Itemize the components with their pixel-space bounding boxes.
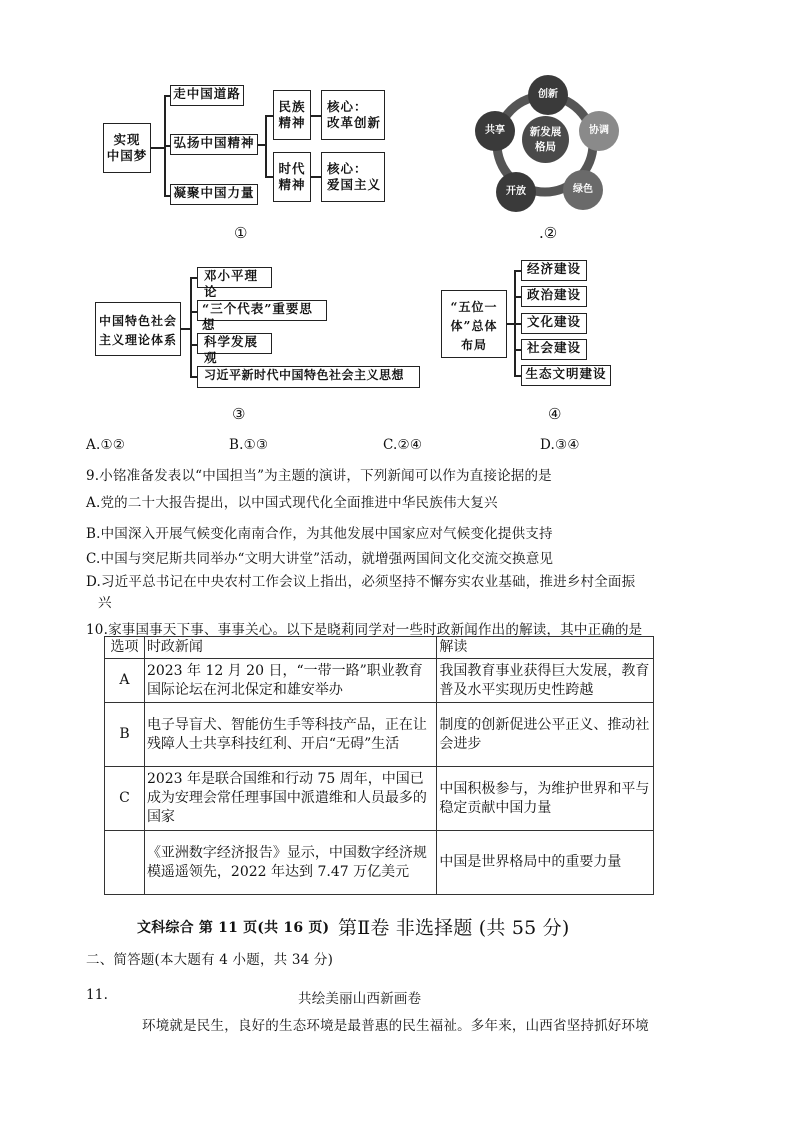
section-2-subtitle: 二、简答题(本大题有 4 小题，共 34 分) [86,952,334,968]
fig4-root: “五位一 体”总体 布局 [441,290,507,358]
q9-option-c[interactable]: C.中国与突尼斯共同举办“文明大讲堂”活动，就增强两国间文化交流交换意见 [86,551,554,567]
q8-option-d[interactable]: D.③④ [540,437,580,453]
fig3-item: “三个代表”重要思想 [197,300,327,321]
q9-option-d-cont: 兴 [98,595,112,611]
news-cell: 2023 年 12 月 20 日，“一带一路”职业教育国际论坛在河北保定和雄安举办 [144,659,436,703]
q11-title: 共绘美丽山西新画卷 [298,991,422,1007]
fig1-branch: 凝聚中国力量 [170,184,258,205]
table-row[interactable] [105,703,654,767]
option-cell[interactable]: C [105,767,145,831]
table-header-row [105,637,654,659]
option-cell[interactable]: A [105,659,145,703]
fig3-root: 中国特色社会 主义理论体系 [95,302,181,356]
table-header-cell: 选项 [105,637,145,659]
reading-cell: 中国是世界格局中的重要力量 [437,831,654,895]
fig4-item: 社会建设 [521,339,587,360]
option-cell[interactable]: B [105,703,145,767]
table-row[interactable] [105,831,654,895]
fig2-node: 共享 [475,111,515,151]
fig2-node: 绿色 [563,170,603,210]
fig2-label: .② [539,224,558,242]
fig1-spirit: 时代 精神 [273,152,311,202]
fig4-item: 政治建设 [521,286,587,307]
q8-option-c[interactable]: C.②④ [383,437,423,453]
fig4-item: 经济建设 [521,260,587,281]
fig1-core: 核心： 改革创新 [321,90,385,140]
q10-stem: 10.家事国事天下事、事事关心。以下是晓莉同学对一些时政新闻作出的解读，其中正确的是 [86,622,643,638]
fig1-branch: 走中国道路 [170,85,244,106]
reading-cell: 制度的创新促进公平正义、推动社会进步 [437,703,654,767]
q9-option-b[interactable]: B.中国深入开展气候变化南南合作，为其他发展中国家应对气候变化提供支持 [86,526,553,542]
news-cell: 2023 年是联合国维和行动 75 周年，中国已成为安理会常任理事国中派遣维和人员最多的国家 [144,767,436,831]
news-cell: 《亚洲数字经济报告》显示，中国数字经济规模遥遥领先，2022 年达到 7.47 万亿美元 [144,831,436,895]
fig3-item: 习近平新时代中国特色社会主义思想 [197,366,420,388]
fig1-branch: 弘扬中国精神 [170,134,258,155]
q9-stem: 9.小铭准备发表以“中国担当”为主题的演讲，下列新闻可以作为直接论据的是 [86,468,552,484]
table-header-cell: 解读 [437,637,654,659]
fig3-item: 科学发展观 [197,333,272,354]
section-2-title: 第Ⅱ卷 非选择题 (共 55 分) [338,917,570,939]
fig1-label: ① [234,224,248,242]
news-cell: 电子导盲犬、智能仿生手等科技产品，正在让残障人士共享科技红利、开启“无碍”生活 [144,703,436,767]
fig2-center: 新发展 格局 [522,116,569,163]
fig2-node: 开放 [496,172,536,212]
q8-option-b[interactable]: B.①③ [229,437,269,453]
fig2-node: 创新 [528,75,568,115]
q8-option-a[interactable]: A.①② [86,437,126,453]
q9-option-d[interactable]: D.习近平总书记在中央农村工作会议上指出，必须坚持不懈夯实农业基础，推进乡村全面振 [86,574,636,590]
fig4-item: 文化建设 [521,313,587,334]
fig1-spirit: 民族 精神 [273,90,311,140]
reading-cell: 中国积极参与，为维护世界和平与稳定贡献中国力量 [437,767,654,831]
fig3-item: 邓小平理论 [197,267,272,288]
q11-number: 11. [86,987,109,1003]
table-row[interactable] [105,767,654,831]
reading-cell: 我国教育事业获得巨大发展，教育普及水平实现历史性跨越 [437,659,654,703]
table-header-cell: 时政新闻 [144,637,436,659]
fig3-label: ③ [232,405,246,423]
q11-text: 环境就是民生，良好的生态环境是最普惠的民生福祉。多年来，山西省坚持抓好环境 [142,1018,649,1034]
page-footer: 文科综合 第 11 页(共 16 页) [137,920,330,936]
table-row[interactable] [105,659,654,703]
q9-option-a[interactable]: A.党的二十大报告提出，以中国式现代化全面推进中华民族伟大复兴 [86,495,498,511]
fig4-label: ④ [548,405,562,423]
fig2-node: 协调 [579,111,619,151]
option-cell[interactable] [105,831,145,895]
fig1-core: 核心： 爱国主义 [321,152,385,202]
fig1-root: 实现 中国梦 [103,123,151,173]
q10-table [104,636,654,895]
fig4-item: 生态文明建设 [521,365,611,386]
